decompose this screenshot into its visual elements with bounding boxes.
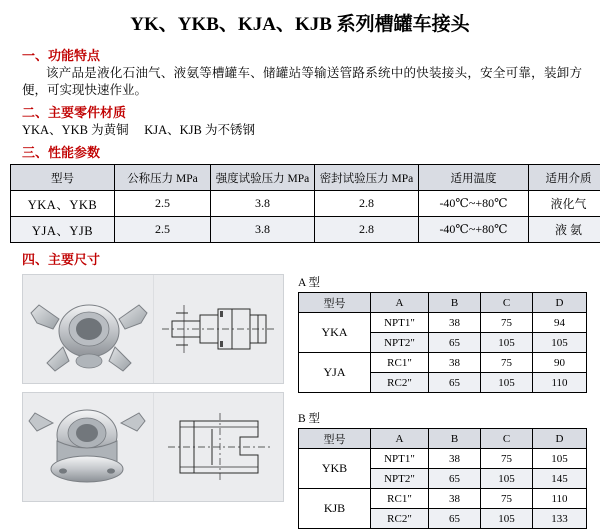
dim-b-cell: 105 [533, 449, 587, 469]
dim-a-header-row [299, 293, 587, 313]
dim-a-header-cell: 型号 [299, 293, 371, 313]
coupling-drawing-b-graphic [154, 393, 284, 501]
dim-a-header-cell: C [481, 293, 533, 313]
dim-a-cell: 94 [533, 313, 587, 333]
dim-b-cell: 38 [429, 489, 481, 509]
dim-a-cell: 65 [429, 333, 481, 353]
dim-b-model: KJB [299, 489, 371, 529]
section-heading-performance: 三、性能参数 [22, 142, 590, 161]
spec-cell: 液化气 [529, 191, 600, 217]
dim-b-cell: 75 [481, 489, 533, 509]
coupling-drawing-a-graphic [154, 275, 284, 383]
table-row [299, 489, 587, 509]
drawing-a [153, 275, 284, 383]
spec-header-cell: 适用介质 [529, 165, 600, 191]
dim-a-cell: 38 [429, 313, 481, 333]
photo-a [23, 275, 153, 383]
dim-b-header-cell: C [481, 429, 533, 449]
coupling-photo-a-graphic [23, 275, 153, 383]
table-row [299, 449, 587, 469]
spec-table-header-row [11, 165, 600, 191]
dim-b-cell: RC2" [371, 509, 429, 529]
spec-header-cell: 型号 [11, 165, 115, 191]
dim-b-header-cell: D [533, 429, 587, 449]
dim-b-cell: NPT1" [371, 449, 429, 469]
dim-a-cell: NPT2" [371, 333, 429, 353]
dim-b-cell: 133 [533, 509, 587, 529]
image-row-b [22, 392, 284, 502]
dim-b-header-cell: 型号 [299, 429, 371, 449]
spec-cell: 2.8 [315, 217, 419, 243]
spec-header-cell: 公称压力 MPa [115, 165, 211, 191]
section-heading-material: 二、主要零件材质 [22, 102, 590, 121]
dim-a-model: YKA [299, 313, 371, 353]
dim-a-header-cell: A [371, 293, 429, 313]
spec-cell: -40℃~+80℃ [419, 217, 529, 243]
dim-a-header-cell: D [533, 293, 587, 313]
section-heading-features: 一、功能特点 [22, 45, 590, 64]
dim-a-cell: 65 [429, 373, 481, 393]
spec-cell: 3.8 [211, 217, 315, 243]
dim-b-cell: 65 [429, 509, 481, 529]
table-row [11, 217, 600, 243]
spec-header-cell: 密封试验压力 MPa [315, 165, 419, 191]
dim-a-cell: 105 [481, 333, 533, 353]
dim-a-cell: NPT1" [371, 313, 429, 333]
dim-b-header-row [299, 429, 587, 449]
dim-a-cell: 75 [481, 353, 533, 373]
dim-b-cell: RC1" [371, 489, 429, 509]
table-gap [298, 393, 586, 410]
dim-b-cell: 110 [533, 489, 587, 509]
dim-b-cell: 145 [533, 469, 587, 489]
dimension-tables [298, 274, 586, 529]
dim-a-cell: 105 [533, 333, 587, 353]
spec-cell: 2.8 [315, 191, 419, 217]
spec-cell: 2.5 [115, 191, 211, 217]
dim-a-header-cell: B [429, 293, 481, 313]
dim-a-cell: RC2" [371, 373, 429, 393]
dim-b-header-cell: B [429, 429, 481, 449]
dim-b-cell: 105 [481, 469, 533, 489]
dim-table-a [298, 292, 587, 393]
dim-b-model: YKB [299, 449, 371, 489]
material-text: YKA、YKB 为黄铜 KJA、KJB 为不锈钢 [22, 122, 582, 139]
dim-a-model: YJA [299, 353, 371, 393]
dim-b-header-cell: A [371, 429, 429, 449]
dim-b-cell: 38 [429, 449, 481, 469]
dim-a-cell: 105 [481, 373, 533, 393]
image-column [22, 274, 284, 502]
spec-cell: 3.8 [211, 191, 315, 217]
spec-table [10, 164, 600, 243]
features-text: 该产品是液化石油气、液氨等槽罐车、储罐站等输送管路系统中的快装接头，安全可靠，装卸方便，可实现快速作业。 [22, 65, 582, 99]
spec-cell: -40℃~+80℃ [419, 191, 529, 217]
spec-cell-model: YJA、YJB [11, 217, 115, 243]
image-row-a [22, 274, 284, 384]
table-row [11, 191, 600, 217]
spec-header-cell: 适用温度 [419, 165, 529, 191]
spec-cell-model: YKA、YKB [11, 191, 115, 217]
spec-header-cell: 强度试验压力 MPa [211, 165, 315, 191]
coupling-photo-b-graphic [23, 393, 153, 501]
dim-b-cell: 65 [429, 469, 481, 489]
spec-cell: 液 氨 [529, 217, 600, 243]
dim-table-b-label: B 型 [298, 410, 586, 426]
section-heading-dimensions: 四、主要尺寸 [22, 249, 590, 268]
photo-b [23, 393, 153, 501]
dim-b-cell: NPT2" [371, 469, 429, 489]
dim-b-cell: 75 [481, 449, 533, 469]
table-row [299, 313, 587, 333]
dim-a-cell: 90 [533, 353, 587, 373]
drawing-b [153, 393, 284, 501]
dim-a-cell: 110 [533, 373, 587, 393]
table-row [299, 353, 587, 373]
dim-a-cell: 38 [429, 353, 481, 373]
dim-table-a-label: A 型 [298, 274, 586, 290]
page-title: YK、YKB、KJA、KJB 系列槽罐车接头 [10, 0, 590, 42]
dim-a-cell: RC1" [371, 353, 429, 373]
dim-b-cell: 105 [481, 509, 533, 529]
spec-cell: 2.5 [115, 217, 211, 243]
dim-a-cell: 75 [481, 313, 533, 333]
dim-table-b [298, 428, 587, 529]
